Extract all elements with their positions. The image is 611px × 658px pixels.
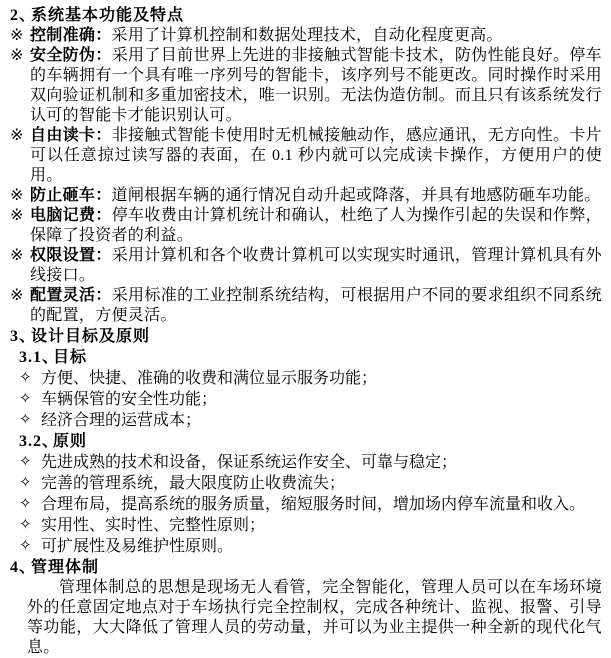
diamond-bullet-icon: ✧ [19, 538, 32, 554]
feature-item-flexible-configuration [10, 286, 602, 326]
feature-text: 采用了目前世界上先进的非接触式智能卡技术，防伪性能良好。停车的车辆拥有一个具有唯一序列号的智能卡，该序列号不能更改。同时操作时采用双向验证机制和多重加密技术，唯一识别。无法伪造仿制。而且只有该系统发行认可的智能卡才能识别认可。 [30, 47, 602, 124]
feature-text: 采用计算机和各个收费计算机可以实现实时通讯，管理计算机具有外线接口。 [30, 247, 602, 284]
feature-body [30, 246, 602, 286]
reference-mark-icon: ※ [10, 247, 24, 264]
goal-item [10, 389, 602, 410]
subsection-heading-principles [10, 431, 602, 452]
subsection-heading-goals [10, 347, 602, 368]
feature-item-anti-smash [10, 186, 602, 206]
goal-item [10, 368, 602, 389]
feature-body [30, 286, 602, 326]
reference-mark-icon: ※ [10, 127, 24, 144]
feature-item-control-accuracy [10, 26, 602, 46]
management-paragraph: 管理体制总的思想是现场无人看管，完全智能化，管理人员可以在车场环境外的任意固定地点对于车场执行完全控制权，完成各种统计、监视、报警、引导等功能，大大降低了管理人员的劳动量，并可以为业主提供一种全新的现代化气息。 [27, 579, 602, 656]
feature-text: 停车收费由计算机统计和确认，杜绝了人为操作引起的失误和作弊，保障了投资者的利益。 [30, 207, 602, 244]
feature-body [30, 46, 602, 126]
principle-item [10, 452, 602, 473]
principle-text: 合理布局，提高系统的服务质量，缩短服务时间，增加场内停车流量和收入。 [41, 496, 586, 513]
section-title: 系统基本功能及特点 [31, 7, 185, 24]
principle-text: 实用性、实时性、完整性原则； [41, 517, 266, 534]
feature-label: 自由读卡： [30, 127, 112, 144]
principle-text: 完善的管理系统，最大限度防止收费流失； [41, 475, 346, 492]
feature-label: 权限设置： [30, 247, 112, 264]
subsection-number: 3.2、 [19, 433, 60, 450]
reference-mark-icon: ※ [10, 287, 24, 304]
feature-item-computer-billing [10, 206, 602, 246]
section-heading-design-goals [10, 326, 602, 347]
feature-label: 电脑记费： [30, 207, 112, 224]
diamond-bullet-icon: ✧ [19, 454, 32, 470]
diamond-bullet-icon: ✧ [19, 475, 32, 491]
section-number: 2、 [10, 7, 37, 24]
feature-label: 防止砸车： [30, 187, 112, 204]
principle-item [10, 536, 602, 557]
feature-text: 非接触式智能卡使用时无机械接触动作，感应通讯，无方向性。卡片可以任意掠过读写器的表面，在 0.1 秒内就可以完成读卡操作，方便用户的使用。 [30, 127, 602, 184]
subsection-title: 目标 [53, 349, 88, 366]
principle-text: 可扩展性及易维护性原则。 [41, 538, 234, 555]
principle-item [10, 494, 602, 515]
subsection-title: 原则 [53, 433, 88, 450]
feature-text: 采用了计算机控制和数据处理技术，自动化程度更高。 [111, 27, 503, 44]
principle-item [10, 473, 602, 494]
reference-mark-icon: ※ [10, 47, 24, 64]
section-heading-management-system [10, 557, 602, 578]
feature-body [30, 206, 602, 246]
diamond-bullet-icon: ✧ [19, 496, 32, 512]
section-number: 4、 [10, 559, 37, 576]
feature-item-permission-settings [10, 246, 602, 286]
subsection-number: 3.1、 [19, 349, 60, 366]
feature-label: 安全防伪： [30, 47, 112, 64]
feature-label: 配置灵活： [30, 287, 112, 304]
principle-text: 先进成熟的技术和设备，保证系统运作安全、可靠与稳定； [41, 454, 458, 471]
feature-text: 道闸根据车辆的通行情况自动升起或降落，并具有地感防砸车功能。 [111, 187, 601, 204]
diamond-bullet-icon: ✧ [19, 517, 32, 533]
goal-item [10, 410, 602, 431]
section-title: 管理体制 [31, 559, 100, 576]
goal-text: 方便、快捷、准确的收费和满位显示服务功能； [41, 370, 378, 387]
feature-item-anti-counterfeit [10, 46, 602, 126]
feature-item-free-card-reading [10, 126, 602, 186]
feature-label: 控制准确： [30, 27, 112, 44]
diamond-bullet-icon: ✧ [19, 391, 32, 407]
feature-text: 采用标准的工业控制系统结构，可根据用户不同的要求组织不同系统的配置，方便灵活。 [30, 287, 602, 324]
feature-body [30, 186, 602, 206]
principle-item [10, 515, 602, 536]
goal-text: 车辆保管的安全性功能； [41, 391, 218, 408]
section-title: 设计目标及原则 [31, 328, 151, 345]
feature-body [30, 126, 602, 186]
diamond-bullet-icon: ✧ [19, 412, 32, 428]
feature-body [30, 26, 602, 46]
section-heading-system-functions [10, 5, 602, 26]
diamond-bullet-icon: ✧ [19, 370, 32, 386]
goal-text: 经济合理的运营成本； [41, 412, 202, 429]
reference-mark-icon: ※ [10, 187, 24, 204]
section-number: 3、 [10, 328, 37, 345]
reference-mark-icon: ※ [10, 207, 24, 224]
reference-mark-icon: ※ [10, 27, 24, 44]
